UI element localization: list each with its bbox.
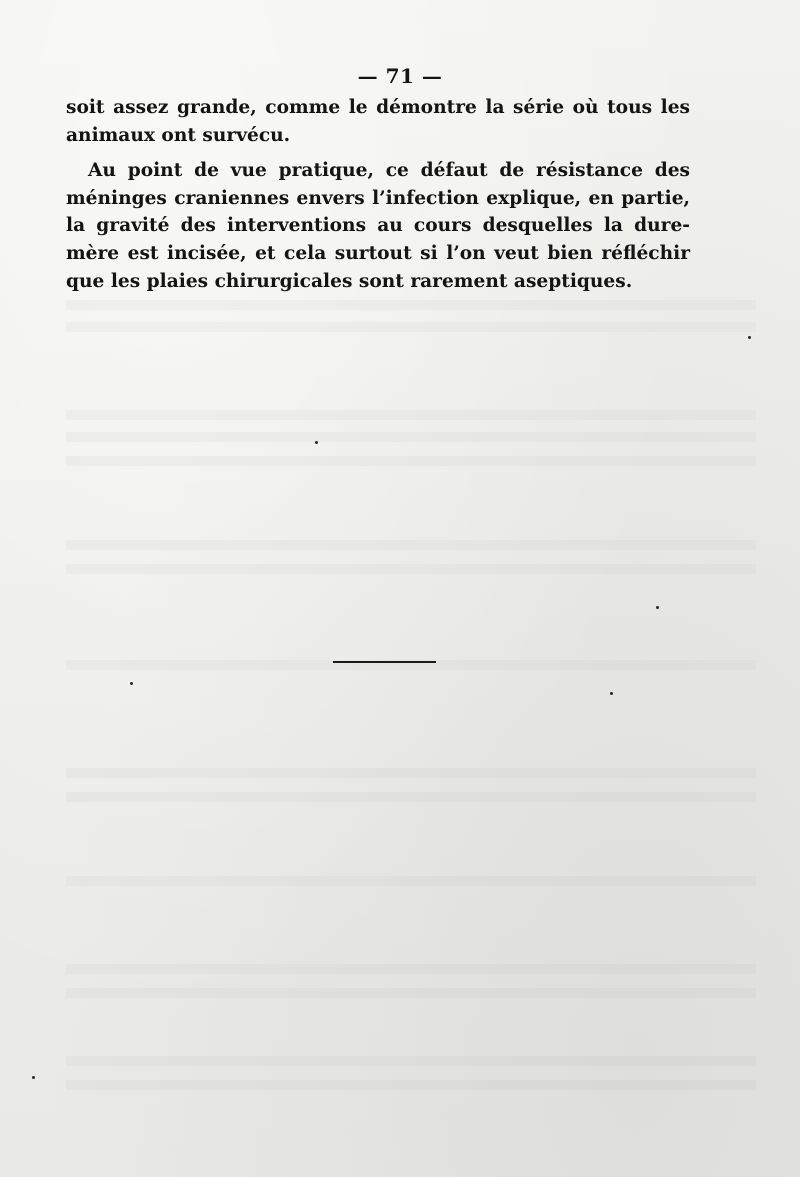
dust-speck <box>656 606 659 609</box>
bleed-through <box>66 432 756 442</box>
dust-speck <box>748 336 751 339</box>
bleed-through <box>66 564 756 574</box>
bleed-through <box>66 300 756 310</box>
dust-speck <box>315 441 318 444</box>
section-rule <box>333 661 436 663</box>
bleed-through <box>66 410 756 420</box>
bleed-through <box>66 768 756 778</box>
bleed-through <box>66 1056 756 1066</box>
bleed-through <box>66 540 756 550</box>
bleed-through <box>66 792 756 802</box>
dust-speck <box>130 682 133 685</box>
bleed-through <box>66 876 756 886</box>
dust-speck <box>32 1076 35 1079</box>
bleed-through <box>66 456 756 466</box>
paragraph: soit assez grande, comme le démontre la série où tous les animaux ont survécu. <box>66 97 690 146</box>
bleed-through <box>66 1080 756 1090</box>
dust-speck <box>610 692 613 695</box>
body-text <box>66 94 690 295</box>
bleed-through <box>66 988 756 998</box>
bleed-through <box>66 322 756 332</box>
paragraph: Au point de vue pratique, ce défaut de résistance des méninges craniennes envers l’infection explique, en partie, la gravité des interventions au cours desquelles la dure-mère est incisée, et cela surtout si l’on veut bien réfléchir que les plaies chirurgicales sont rarement aseptiques. <box>66 160 690 292</box>
page-number: — 71 — <box>357 64 443 88</box>
bleed-through <box>66 964 756 974</box>
